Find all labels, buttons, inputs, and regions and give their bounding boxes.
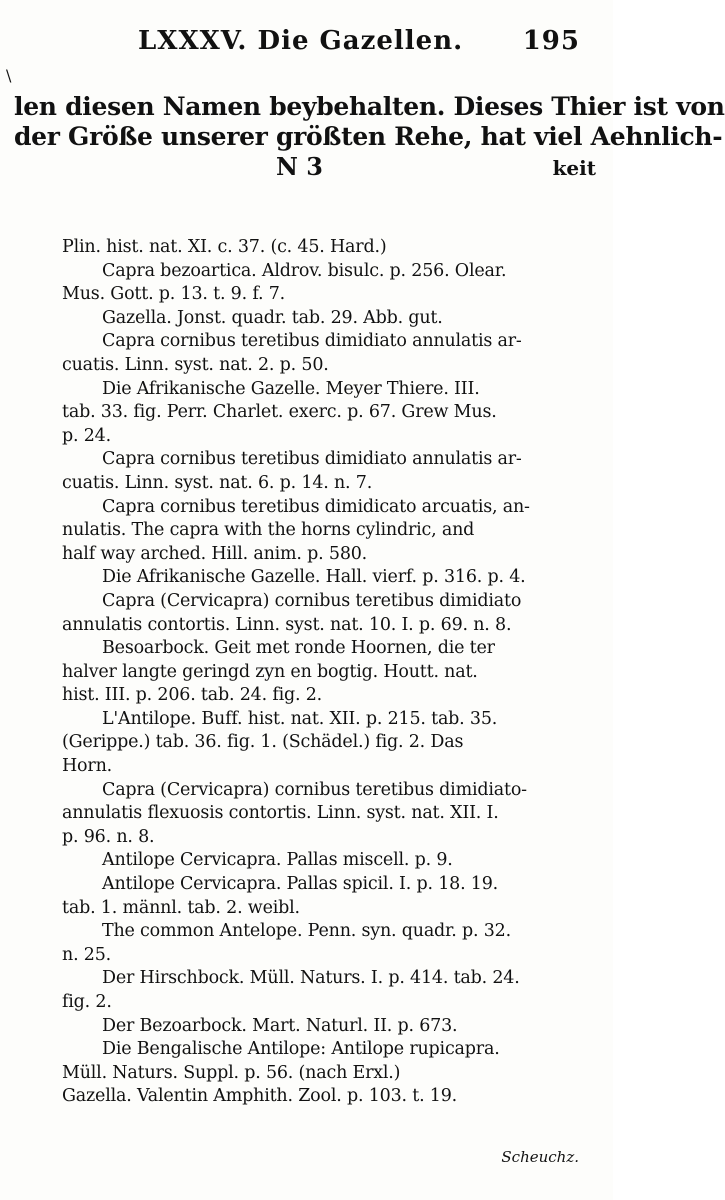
note-line: Plin. hist. nat. XI. c. 37. (c. 45. Hard.) [62, 237, 387, 257]
running-head [120, 26, 580, 62]
footnotes [62, 236, 582, 1109]
note-line: Gazella. Jonst. quadr. tab. 29. Abb. gut. [102, 307, 443, 328]
note-line: cuatis. Linn. syst. nat. 2. p. 50. [62, 354, 329, 375]
note-line: p. 96. n. 8. [62, 826, 155, 847]
note-line: n. 25. [62, 944, 112, 965]
note-line: Capra cornibus teretibus dimidicato arcuatis, an- [102, 496, 530, 517]
note-line: Besoarbock. Geit met ronde Hoornen, die ter [102, 638, 495, 659]
note-line: p. 24. [62, 425, 111, 446]
note-line: Die Afrikanische Gazelle. Meyer Thiere. III. [102, 378, 480, 399]
note-line: The common Antelope. Penn. syn. quadr. p. 32. [102, 921, 511, 942]
note-line: Capra cornibus teretibus dimidiato annulatis ar- [102, 449, 522, 470]
note-line: cuatis. Linn. syst. nat. 6. p. 14. n. 7. [62, 472, 373, 493]
note-line: Capra bezoartica. Aldrov. bisulc. p. 256. Olear. [102, 260, 507, 281]
note-line: Gazella. Valentin Amphith. Zool. p. 103. t. 19. [62, 1086, 458, 1107]
note-line: Capra (Cervicapra) cornibus teretibus dimidiato- [102, 779, 527, 800]
printer-signature: N 3 [276, 152, 323, 181]
sign-off-catchword: Scheuchz. [501, 1148, 579, 1166]
note-line: halver langte geringd zyn en bogtig. Houtt. nat. [62, 661, 478, 682]
note-line: Der Hirschbock. Müll. Naturs. I. p. 414. tab. 24. [102, 968, 520, 989]
note-line: half way arched. Hill. anim. p. 580. [62, 543, 368, 564]
note-line: (Gerippe.) tab. 36. fig. 1. (Schädel.) fig. 2. Das [62, 732, 464, 753]
note-line: Mus. Gott. p. 13. t. 9. f. 7. [62, 284, 286, 305]
note-line: tab. 33. fig. Perr. Charlet. exerc. p. 67. Grew Mus. [62, 402, 497, 423]
margin-mark: \ [6, 66, 12, 85]
text-line: len diesen Namen beybehalten. Dieses Thier ist von [14, 92, 725, 121]
page-number: 195 [522, 26, 580, 56]
note-line: tab. 1. männl. tab. 2. weibl. [62, 897, 300, 918]
main-text [14, 92, 725, 186]
note-line: Müll. Naturs. Suppl. p. 56. (nach Erxl.) [62, 1062, 401, 1083]
note-line: Horn. [62, 756, 112, 777]
text-line: der Größe unserer größten Rehe, hat viel Aehnlich- [14, 122, 723, 151]
note-line: Der Bezoarbock. Mart. Naturl. II. p. 673. [102, 1015, 458, 1036]
chapter-title: LXXXV. Die Gazellen. [138, 26, 464, 56]
note-line: L'Antilope. Buff. hist. nat. XII. p. 215. tab. 35. [102, 708, 498, 729]
signature-row [14, 152, 598, 186]
note-line: Antilope Cervicapra. Pallas miscell. p. 9. [102, 850, 453, 871]
note-line: fig. 2. [62, 992, 112, 1012]
note-line: nulatis. The capra with the horns cylindric, and [62, 520, 475, 541]
note-line: Die Bengalische Antilope: Antilope rupicapra. [102, 1039, 500, 1060]
note-line: Capra (Cervicapra) cornibus teretibus dimidiato [102, 590, 522, 611]
note-line: annulatis flexuosis contortis. Linn. syst. nat. XII. I. [62, 803, 499, 824]
catchword: keit [552, 156, 596, 180]
note-line: Antilope Cervicapra. Pallas spicil. I. p. 18. 19. [102, 874, 499, 895]
note-line: Capra cornibus teretibus dimidiato annulatis ar- [102, 331, 522, 352]
note-line: annulatis contortis. Linn. syst. nat. 10. I. p. 69. n. 8. [62, 614, 512, 635]
note-line: Die Afrikanische Gazelle. Hall. vierf. p. 316. p. 4. [102, 567, 526, 588]
note-line: hist. III. p. 206. tab. 24. fig. 2. [62, 685, 323, 706]
